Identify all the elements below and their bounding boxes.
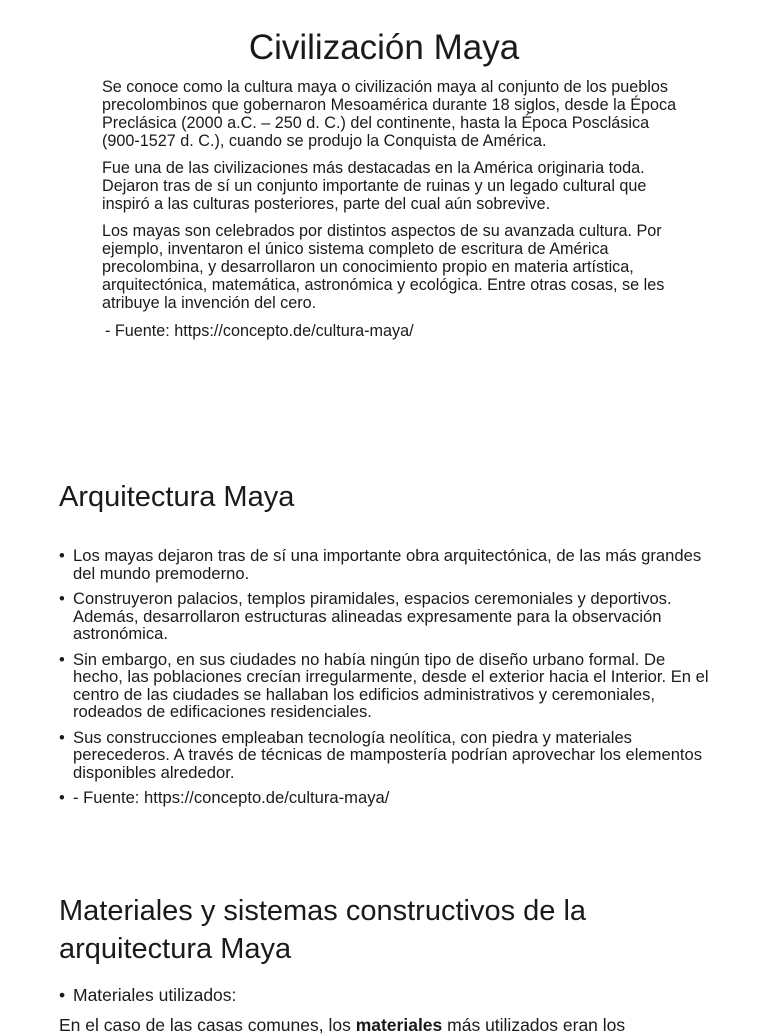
source-citation: - Fuente: https://concepto.de/cultura-maya/ [73, 788, 390, 807]
bullet-icon: • [59, 589, 65, 608]
paragraph: Se conoce como la cultura maya o civilización maya al conjunto de los pueblos precolombinos que gobernaron Mesoamérica durante 18 siglos, desde la Época Preclásica (2000 a.C. – 250 d. C.) del continente, hasta la Época Posclásica (900-1527 d. C.), cuando se produjo la Conquista de América. [102, 78, 677, 150]
bullet-icon: • [59, 727, 65, 747]
list-item-text: Los mayas dejaron tras de sí una importante obra arquitectónica, de las más grandes del mundo premoderno. [73, 546, 702, 583]
list-item [59, 547, 719, 582]
list-item [59, 984, 739, 1006]
list-item [59, 651, 719, 721]
bullet-icon: • [59, 546, 65, 565]
list-item [59, 729, 719, 782]
slide-body [102, 78, 682, 349]
text-run: En el caso de las casas comunes, los [59, 1015, 356, 1035]
bullet-icon: • [59, 985, 66, 1005]
list-item-text: Sus construcciones empleaban tecnología neolítica, con piedra y materiales perecederos. A través de técnicas de mampostería podrían aprovechar los elementos disponibles alrededor. [73, 727, 703, 782]
paragraph: Fue una de las civilizaciones más destacadas en la América originaria toda. Dejaron tras de sí un conjunto importante de ruinas y un legado cultural que inspiró a las culturas posteriores, parte del cual aún sobrevive. [102, 159, 647, 213]
text-run: más utilizados eran los [442, 1015, 626, 1035]
list-item [59, 789, 719, 807]
partial-paragraph [59, 1014, 759, 1036]
bullet-list [59, 547, 719, 815]
list-item-text: Construyeron palacios, templos piramidales, espacios ceremoniales y deportivos. Además, desarrollaron estructuras alineadas expresamente para la observación astronómica. [73, 589, 672, 643]
slide-title: Civilización Maya [248, 28, 520, 67]
list-item-text: Sin embargo, en sus ciudades no había ningún tipo de diseño urbano formal. De hecho, las poblaciones crecían irregularmente, desde el exterior hacia el Interior. En el centro de las ciudades se hallaban los edificios administrativos y ceremoniales, rodeados de edificaciones residenciales. [73, 649, 709, 721]
bullet-list [59, 984, 739, 1006]
list-item [59, 590, 719, 643]
list-item-text: Materiales utilizados: [73, 985, 237, 1005]
bullet-icon: • [59, 649, 65, 669]
slide-title-arquitectura: Arquitectura Maya [59, 481, 295, 513]
paragraph: Los mayas son celebrados por distintos aspectos de su avanzada cultura. Por ejemplo, inventaron el único sistema completo de escritura de América precolombina, y desarrollaron un conocimiento propio en materia artística, arquitectónica, matemática, astronómica y ecológica. Entre otras cosas, se les atribuye la invención del cero. [102, 222, 665, 312]
bullet-icon: • [59, 788, 65, 807]
bold-text-run: materiales [355, 1015, 443, 1035]
slide-title-materiales: Materiales y sistemas constructivos de la arquitectura Maya [59, 895, 587, 965]
source-citation: - Fuente: https://concepto.de/cultura-maya/ [105, 322, 414, 340]
